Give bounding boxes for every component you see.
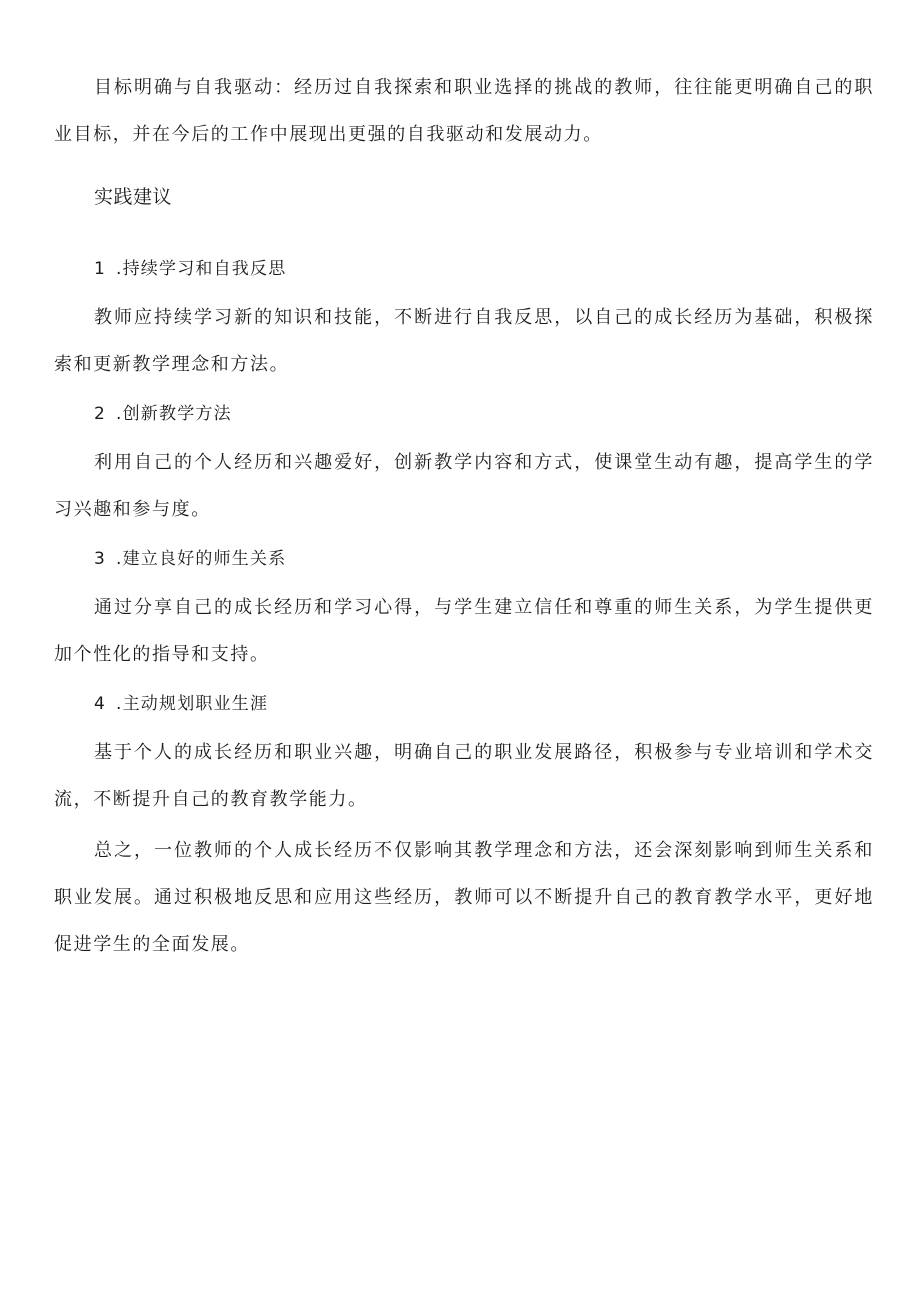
conclusion-paragraph: 总之，一位教师的个人成长经历不仅影响其教学理念和方法，还会深刻影响到师生关系和职业发展。通过积极地反思和应用这些经历，教师可以不断提升自己的教育教学水平，更好地促进学生的全面发展。 [54,840,874,955]
item-1-body: 教师应持续学习新的知识和技能，不断进行自我反思，以自己的成长经历为基础，积极探索和更新教学理念和方法。 [54,307,874,375]
item-2-title: .创新教学方法 [116,404,232,424]
item-4-title: .主动规划职业生涯 [116,694,269,714]
item-1-number: 1 [94,259,107,279]
item-3-body: 通过分享自己的成长经历和学习心得，与学生建立信任和尊重的师生关系，为学生提供更加个性化的指导和支持。 [54,597,874,665]
section-heading: 实践建议 [94,186,173,208]
item-3-heading [94,544,286,574]
item-3-title: .建立良好的师生关系 [116,549,287,569]
item-1-title: .持续学习和自我反思 [116,259,287,279]
item-4-body: 基于个人的成长经历和职业兴趣，明确自己的职业发展路径，积极参与专业培训和学术交流，不断提升自己的教育教学能力。 [54,742,874,810]
item-2-body: 利用自己的个人经历和兴趣爱好，创新教学内容和方式，使课堂生动有趣，提高学生的学习兴趣和参与度。 [54,452,874,520]
item-3-number: 3 [94,549,107,569]
item-4-number: 4 [94,694,107,714]
item-2-heading [94,399,232,429]
item-4-heading [94,689,268,719]
intro-paragraph: 目标明确与自我驱动：经历过自我探索和职业选择的挑战的教师，往往能更明确自己的职业目标，并在今后的工作中展现出更强的自我驱动和发展动力。 [54,77,874,145]
item-2-number: 2 [94,404,107,424]
item-1-heading [94,254,286,284]
